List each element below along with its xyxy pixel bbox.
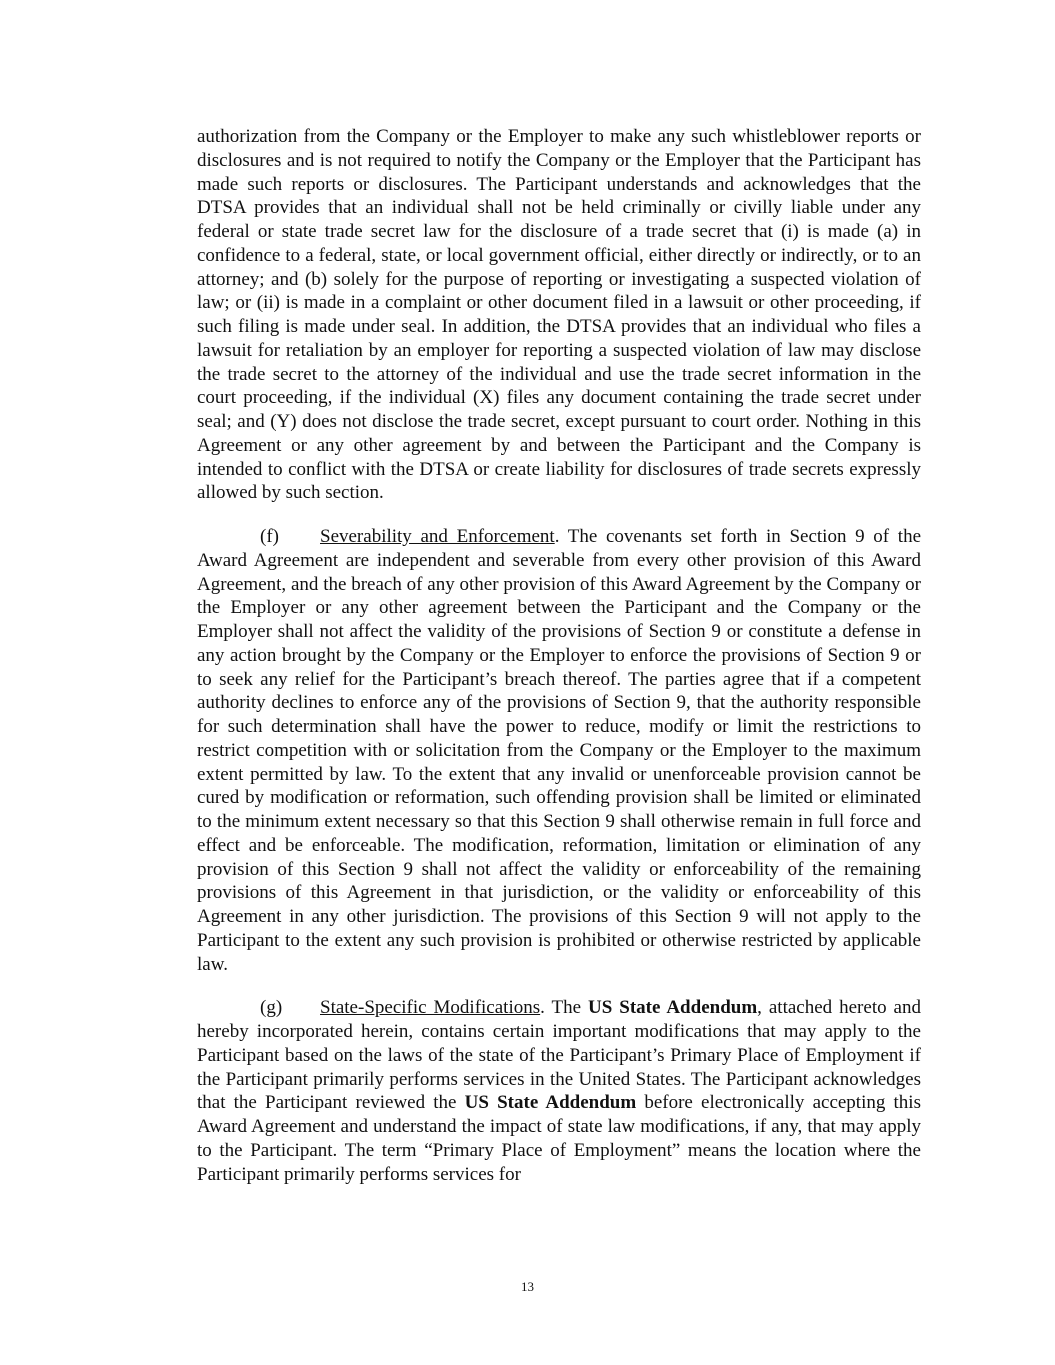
us-state-addendum-term: US State Addendum	[588, 997, 758, 1019]
section-g-text-3: before electronically accepting this Award Agreement and understand the impact of state law modifications, if any, that may apply to the Participant. The term “Primary Place of Employment” means the location where the Participant primarily performs services for	[197, 1092, 921, 1185]
paragraph-dtsa-continued: authorization from the Company or the Employer to make any such whistleblower reports or disclosures and is not required to notify the Company or the Employer that the Participant has made such reports or disclosures. The Participant understands and acknowledges that the DTSA provides that an individual shall not be held criminally or civilly liable under any federal or state trade secret law for the disclosure of a trade secret that (i) is made (a) in confidence to a federal, state, or local government official, either directly or indirectly, or to an attorney; and (b) solely for the purpose of reporting or investigating a suspected violation of law; or (ii) is made in a complaint or other document filed in a lawsuit or other proceeding, if such filing is made under seal. In addition, the DTSA provides that an individual who files a lawsuit for retaliation by an employer for reporting a suspected violation of law may disclose the trade secret to the attorney of the individual and use the trade secret information in the court proceeding, if the individual (X) files any document containing the trade secret under seal; and (Y) does not disclose the trade secret, except pursuant to court order. Nothing in this Agreement or any other agreement by and between the Participant and the Company is intended to conflict with the DTSA or create liability for disclosures of trade secrets expressly allowed by such section.	[197, 126, 921, 504]
section-g-text-2: , attached hereto and hereby incorporated herein, contains certain important modifications that may apply to the Participant based on the laws of the state of the Participant’s Primary Place of Employment if the Participant primarily performs services in the United States. The Participant acknowledges that the Participant reviewed the	[197, 997, 921, 1114]
section-g-label: (g)	[260, 997, 283, 1019]
section-g-heading: State-Specific Modifications	[320, 997, 541, 1019]
section-f-body: The covenants set forth in Section 9 of the Award Agreement are independent and severable from every other provision of this Award Agreement, and the breach of any other provision of this Award Agreement by the Company or the Employer or any other agreement between the Participant and the Company or the Employer shall not affect the validity of the provisions of Section 9 or constitute a defense in any action brought by the Company or the Employer to enforce the provisions of Section 9 or to seek any relief for the Participant’s breach thereof. The parties agree that if a competent authority declines to enforce any of the provisions of Section 9, that the authority responsible for such determination shall have the power to reduce, modify or limit the restrictions to restrict competition with or solicitation from the Company or the Employer to the maximum extent permitted by law. To the extent that any invalid or unenforceable provision cannot be cured by modification or reformation, such offending provision shall be limited or eliminated to the minimum extent necessary so that this Section 9 shall otherwise remain in full force and effect and be enforceable. The modification, reformation, limitation or elimination of any provision of this Section 9 shall not affect the validity or enforceability of the remaining provisions of this Agreement in that jurisdiction, or the validity or enforceability of this Agreement in any other jurisdiction. The provisions of this Section 9 will not apply to the Participant to the extent any such provision is prohibited or otherwise restricted by applicable law.	[197, 526, 922, 975]
section-f-label: (f)	[260, 526, 279, 547]
section-g-state-modifications	[197, 996, 921, 1186]
section-f-heading-punct: .	[554, 526, 560, 547]
section-f-heading: Severability and Enforcement	[320, 526, 555, 547]
section-g-heading-punct: .	[540, 997, 545, 1019]
section-f-severability	[197, 525, 921, 976]
section-g-text-1: The	[544, 997, 589, 1019]
us-state-addendum-term: US State Addendum	[464, 1092, 637, 1114]
page-number: 13	[521, 1279, 534, 1294]
document-body	[197, 125, 921, 1186]
